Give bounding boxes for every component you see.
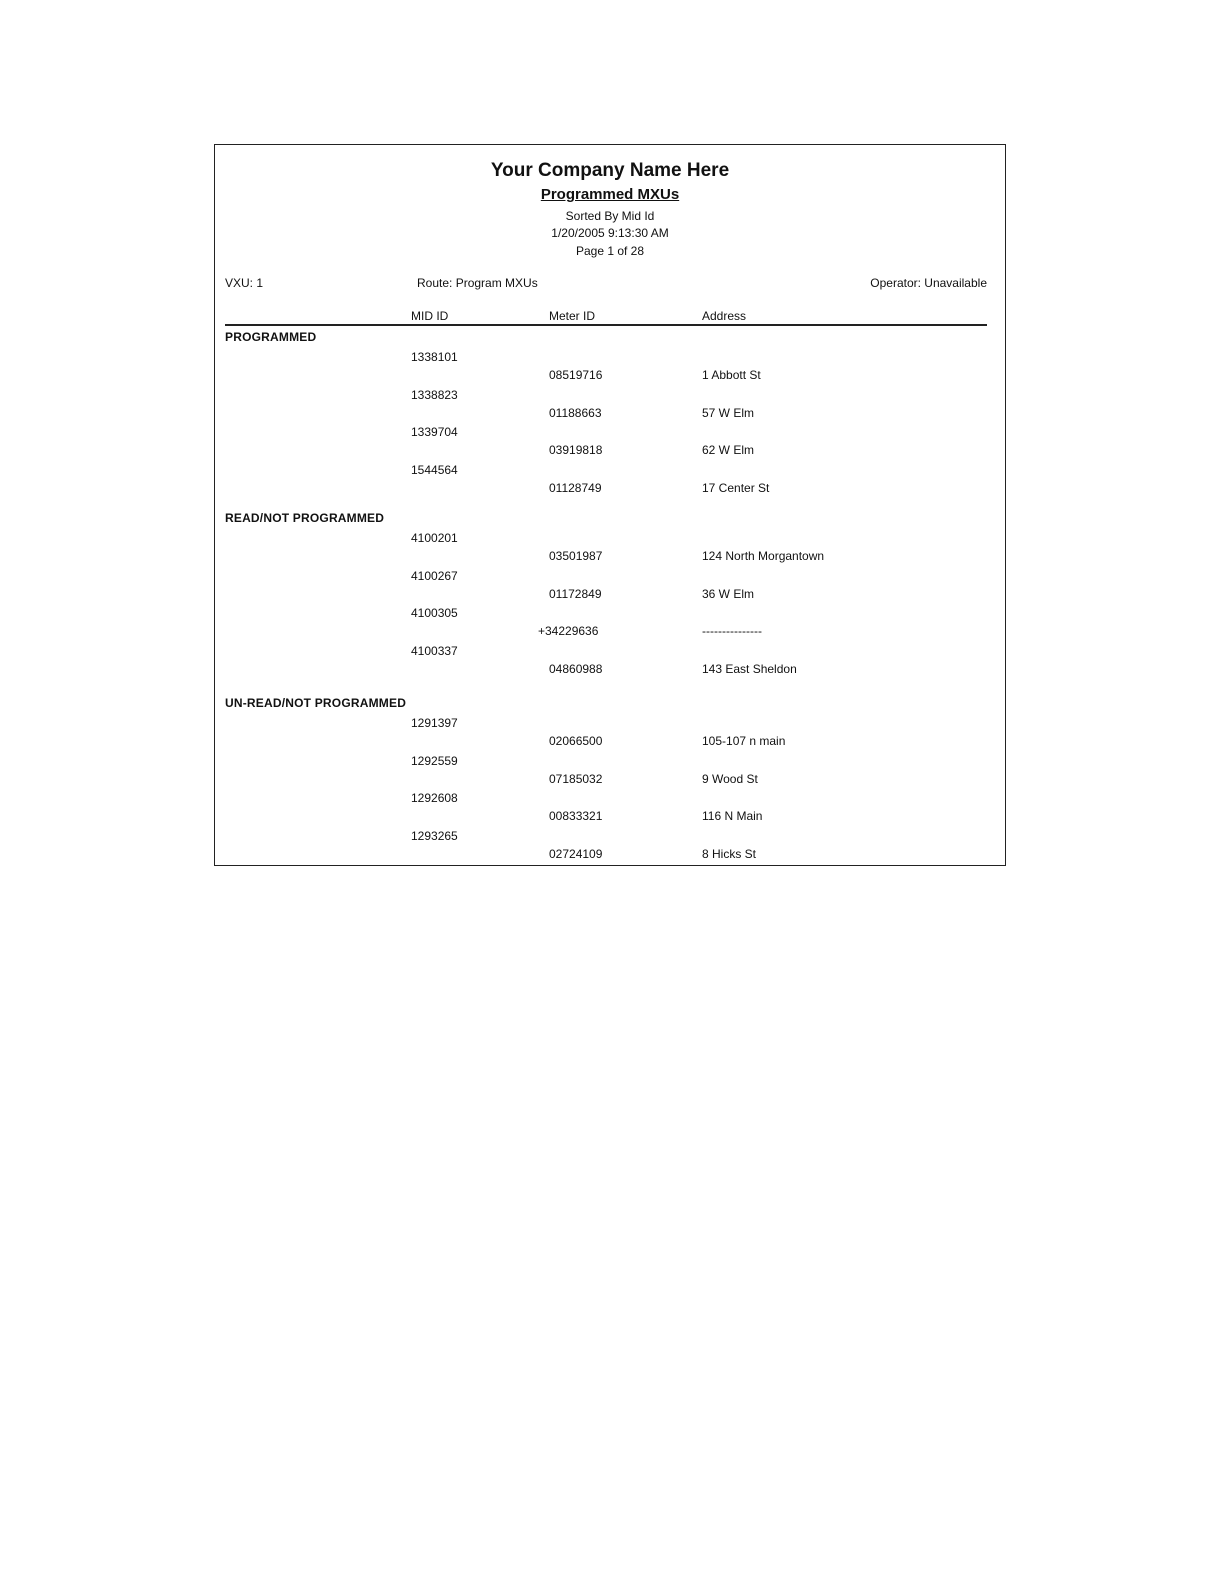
address-cell: --------------- [702,624,762,638]
report-title: Programmed MXUs [540,186,680,203]
mid-id-cell: 4100337 [411,643,458,658]
section-title: READ/NOT PROGRAMMED [225,511,385,525]
address-cell: 57 W Elm [702,405,755,420]
address-cell: 124 North Morgantown [702,549,825,563]
address-cell: 1 Abbott St [702,368,761,382]
mid-id-cell: 1292559 [411,753,458,768]
mid-id-cell: 4100201 [411,531,458,545]
column-header-meter-id: Meter ID [549,309,596,323]
meter-id-cell: 03501987 [549,549,603,563]
address-cell: 105-107 n main [702,734,786,748]
mid-id-cell: 4100305 [411,606,458,620]
column-header-mid-id: MID ID [411,309,449,323]
company-name: Your Company Name Here [490,160,730,181]
mid-id-cell: 1544564 [411,462,458,477]
meter-id-cell: 08519716 [549,368,603,382]
meter-id-cell: 01188663 [549,405,602,420]
sort-description: Sorted By Mid Id [565,209,655,223]
meter-id-cell: 02724109 [549,846,603,861]
column-header-address: Address [702,309,747,323]
mid-id-cell: 1292608 [411,791,458,805]
mid-id-cell: 1338823 [411,387,458,402]
route-label: Route: Program MXUs [417,276,538,290]
address-cell: 116 N Main [702,809,763,823]
report-page [214,144,1006,866]
address-cell: 143 East Sheldon [702,661,797,676]
meter-id-cell: 04860988 [549,661,603,676]
meter-id-cell: 07185032 [549,771,603,786]
operator-label: Operator: Unavailable [870,276,987,290]
mid-id-cell: 1293265 [411,828,458,843]
meter-id-cell: 03919818 [549,443,603,457]
section-title: PROGRAMMED [225,330,317,344]
mid-id-cell: 1338101 [411,350,458,364]
address-cell: 62 W Elm [702,443,755,457]
report-timestamp: 1/20/2005 9:13:30 AM [551,226,669,240]
page-number: Page 1 of 28 [575,244,645,258]
address-cell: 8 Hicks St [702,846,757,861]
meter-id-cell: +34229636 [538,624,599,638]
vxu-label: VXU: 1 [225,276,264,290]
meter-id-cell: 02066500 [549,734,603,748]
mid-id-cell: 1291397 [411,716,458,730]
address-cell: 17 Center St [702,480,770,495]
mid-id-cell: 1339704 [411,425,458,439]
section-title: UN-READ/NOT PROGRAMMED [225,696,407,710]
meter-id-cell: 01172849 [549,586,602,601]
meter-id-cell: 00833321 [549,809,603,823]
address-cell: 9 Wood St [702,771,758,786]
meter-id-cell: 01128749 [549,480,602,495]
address-cell: 36 W Elm [702,586,755,601]
mid-id-cell: 4100267 [411,568,458,583]
header-rule [225,324,987,326]
